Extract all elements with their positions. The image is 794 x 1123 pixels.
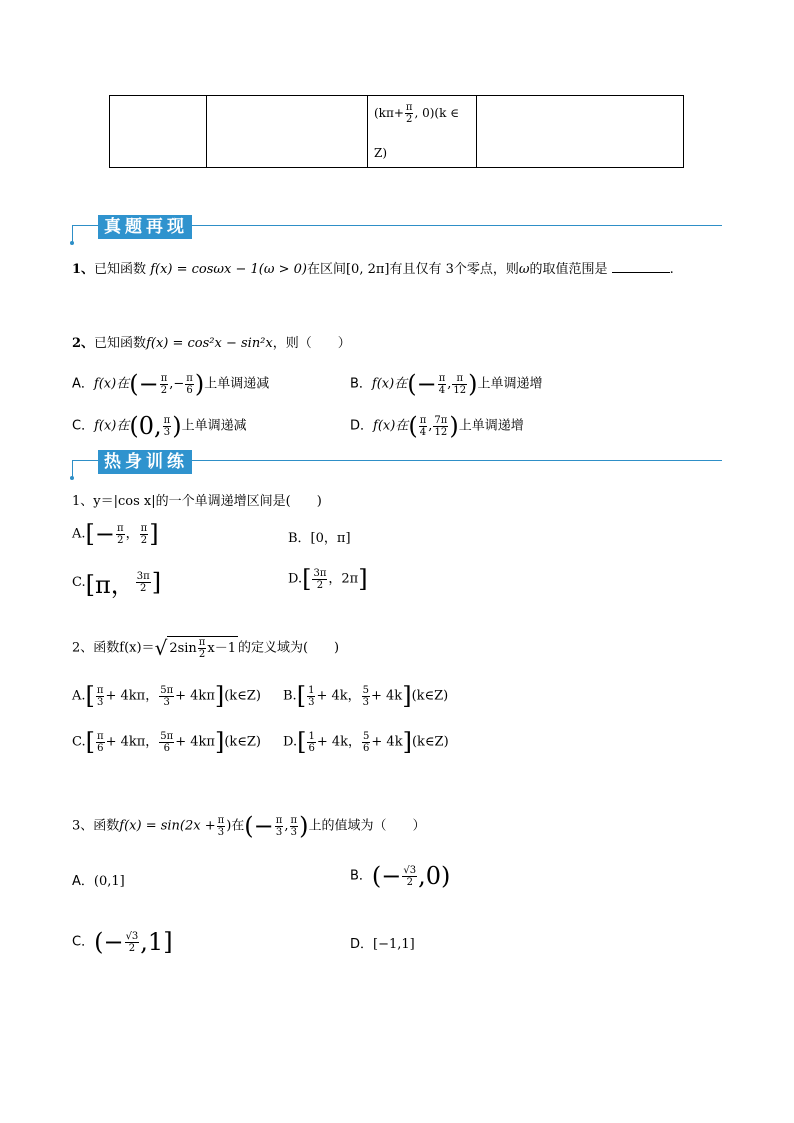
question-rs-3: 3、函数f(x) = sin(2x + $\frac{\pi}{3}$ )在(− $\frac{\pi}{3}$ , $\frac{\pi}{3}$ )上的值域为（ ） <box>72 812 426 840</box>
option-zt-2-c[interactable]: C．f(x)在(0, $\frac{\pi}{3}$ )上单调递减 <box>72 412 247 440</box>
table-divider <box>206 96 207 167</box>
option-rs-1-a[interactable]: A.[− $\frac{\pi}{2}$ ， $\frac{\pi}{2}$ ] <box>72 520 159 548</box>
question-zt-2: 2、已知函数f(x) = cos²x − sin²x，则（ ） <box>72 336 351 351</box>
table-cell-zero-point: (kπ+ $\frac{\pi}{2}$ , 0)(k ∈ <box>374 102 460 125</box>
option-rs-2-b[interactable]: B.[ $\frac{1}{3}$ + 4k， $\frac{5}{3}$ + 4k](k∈Z) <box>283 682 449 710</box>
top-table <box>109 95 684 168</box>
option-rs-2-c[interactable]: C.[ $\frac{\pi}{6}$ + 4kπ， $\frac{5\pi}{6}$ + 4kπ](k∈Z) <box>72 728 262 756</box>
table-divider <box>476 96 477 167</box>
section-title: 真题再现 <box>98 215 192 239</box>
question-zt-1: 1、已知函数 f(x) = cosωx − 1(ω > 0)在区间[0, 2π]有且仅有 3个零点，则ω的取值范围是 . <box>72 262 674 277</box>
option-rs-2-d[interactable]: D.[ $\frac{1}{6}$ + 4k， $\frac{5}{6}$ + 4k](k∈Z) <box>283 728 449 756</box>
option-rs-3-b[interactable]: B．(− $\frac{√3}{2}$ ,0) <box>350 862 451 890</box>
section-dot <box>70 241 74 245</box>
question-rs-1: 1、y＝|cos x|的一个单调递增区间是( ) <box>72 494 322 509</box>
section-header-zhenti <box>72 215 722 245</box>
option-zt-2-b[interactable]: B．f(x)在(− $\frac{\pi}{4}$ , $\frac{\pi}{12}$ )上单调递增 <box>350 370 543 398</box>
option-rs-3-d[interactable]: D．[−1,1] <box>350 937 415 952</box>
option-zt-2-a[interactable]: A．f(x)在(− $\frac{\pi}{2}$ ,− $\frac{\pi}{6}$ )上单调递减 <box>72 370 270 398</box>
option-rs-1-b[interactable]: B．[0，π] <box>288 531 351 546</box>
option-rs-2-a[interactable]: A.[ $\frac{\pi}{3}$ + 4kπ， $\frac{5\pi}{3}$ + 4kπ](k∈Z) <box>72 682 261 710</box>
option-rs-3-a[interactable]: A．(0,1] <box>72 874 125 889</box>
section-title: 热身训练 <box>98 450 192 474</box>
option-rs-1-d[interactable]: D.[ $\frac{3\pi}{2}$ ，2π] <box>288 565 368 593</box>
option-zt-2-d[interactable]: D．f(x)在( $\frac{\pi}{4}$ , $\frac{7\pi}{12}$ )上单调递增 <box>350 412 524 440</box>
option-rs-3-c[interactable]: C．(− $\frac{√3}{2}$ ,1] <box>72 928 173 956</box>
section-dot <box>70 476 74 480</box>
section-header-reshen <box>72 450 722 480</box>
table-divider <box>367 96 368 167</box>
question-rs-2: 2、函数f(x)＝√ 2sin $\frac{\pi}{2}$ x－1 的定义域为( ) <box>72 636 340 660</box>
table-cell-z: Z) <box>374 146 388 160</box>
answer-blank[interactable] <box>612 260 670 273</box>
option-rs-1-c[interactable]: C.[π， $\frac{3\pi}{2}$ ] <box>72 568 162 599</box>
